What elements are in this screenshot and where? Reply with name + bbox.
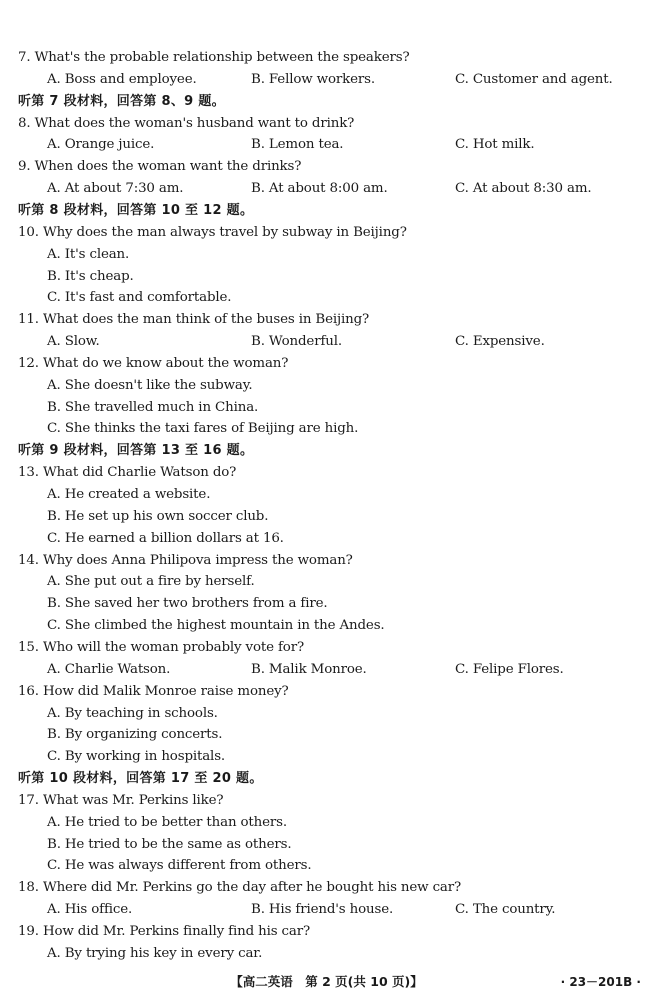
answer-option: A. His office. [47, 902, 133, 918]
answer-option: C. At about 8:30 am. [455, 181, 592, 197]
question-text: 19. How did Mr. Perkins finally find his car? [18, 924, 311, 939]
question-text: 17. What was Mr. Perkins like? [18, 792, 224, 808]
answer-option: A. Orange juice. [47, 137, 155, 153]
answer-option: A. Slow. [47, 334, 100, 350]
answer-option: B. She travelled much in China. [47, 399, 259, 415]
answer-option: C. Customer and agent. [455, 71, 613, 87]
question-text: 9. When does the woman want the drinks? [18, 159, 302, 175]
section-instruction: 听第 10 段材料，回答第 17 至 20 题。 [18, 771, 263, 787]
answer-option: B. Malik Monroe. [251, 661, 367, 677]
answer-option: A. It's clean. [47, 246, 130, 262]
answer-option: A. At about 7:30 am. [47, 181, 184, 197]
answer-option: A. He created a website. [47, 487, 211, 502]
answer-option: A. She put out a fire by herself. [47, 574, 255, 590]
question-text: 15. Who will the woman probably vote for? [18, 639, 304, 655]
answer-option: C. Hot milk. [455, 137, 535, 153]
question-text: 14. Why does Anna Philipova impress the woman? [18, 552, 353, 568]
page-footer: 【高二英语 第 2 页(共 10 页)】 [230, 974, 423, 989]
question-text: 10. Why does the man always travel by subway in Beijing? [18, 224, 407, 240]
answer-option: C. Expensive. [455, 334, 545, 350]
question-text: 12. What do we know about the woman? [18, 355, 289, 371]
section-instruction: 听第 7 段材料，回答第 8、9 题。 [18, 93, 225, 109]
question-text: 16. How did Malik Monroe raise money? [18, 683, 289, 699]
section-instruction: 听第 8 段材料，回答第 10 至 12 题。 [18, 202, 254, 218]
answer-option: A. By trying his key in every car. [47, 945, 263, 961]
answer-option: B. He tried to be the same as others. [47, 836, 292, 852]
answer-option: B. It's cheap. [47, 268, 134, 284]
question-text: 7. What's the probable relationship between the speakers? [18, 50, 410, 65]
answer-option: C. It's fast and comfortable. [47, 290, 232, 306]
answer-option: B. His friend's house. [251, 902, 394, 918]
answer-option: A. He tried to be better than others. [47, 814, 287, 830]
answer-option: C. Felipe Flores. [455, 661, 564, 677]
answer-option: C. By working in hospitals. [47, 749, 226, 765]
answer-option: C. She thinks the taxi fares of Beijing are high. [47, 421, 359, 437]
answer-option: A. Boss and employee. [47, 71, 197, 87]
answer-option: B. Lemon tea. [251, 137, 344, 153]
answer-option: C. She climbed the highest mountain in the Andes. [47, 618, 385, 634]
answer-option: C. The country. [455, 902, 556, 918]
question-text: 13. What did Charlie Watson do? [18, 465, 237, 481]
answer-option: B. Wonderful. [251, 334, 342, 350]
question-text: 18. Where did Mr. Perkins go the day after he bought his new car? [18, 880, 462, 896]
answer-option: B. Fellow workers. [251, 71, 375, 87]
answer-option: C. He earned a billion dollars at 16. [47, 530, 284, 546]
answer-option: B. At about 8:00 am. [251, 181, 388, 197]
exam-code: · 23－201B · [560, 975, 641, 989]
answer-option: A. She doesn't like the subway. [47, 377, 253, 393]
question-text: 11. What does the man think of the buses in Beijing? [18, 312, 370, 328]
question-text: 8. What does the woman's husband want to drink? [18, 115, 355, 131]
answer-option: B. He set up his own soccer club. [47, 508, 269, 524]
answer-option: C. He was always different from others. [47, 858, 312, 874]
answer-option: B. By organizing concerts. [47, 727, 223, 743]
answer-option: B. She saved her two brothers from a fire. [47, 596, 328, 612]
answer-option: A. By teaching in schools. [47, 705, 218, 721]
answer-option: A. Charlie Watson. [47, 661, 171, 677]
section-instruction: 听第 9 段材料，回答第 13 至 16 题。 [18, 443, 254, 459]
